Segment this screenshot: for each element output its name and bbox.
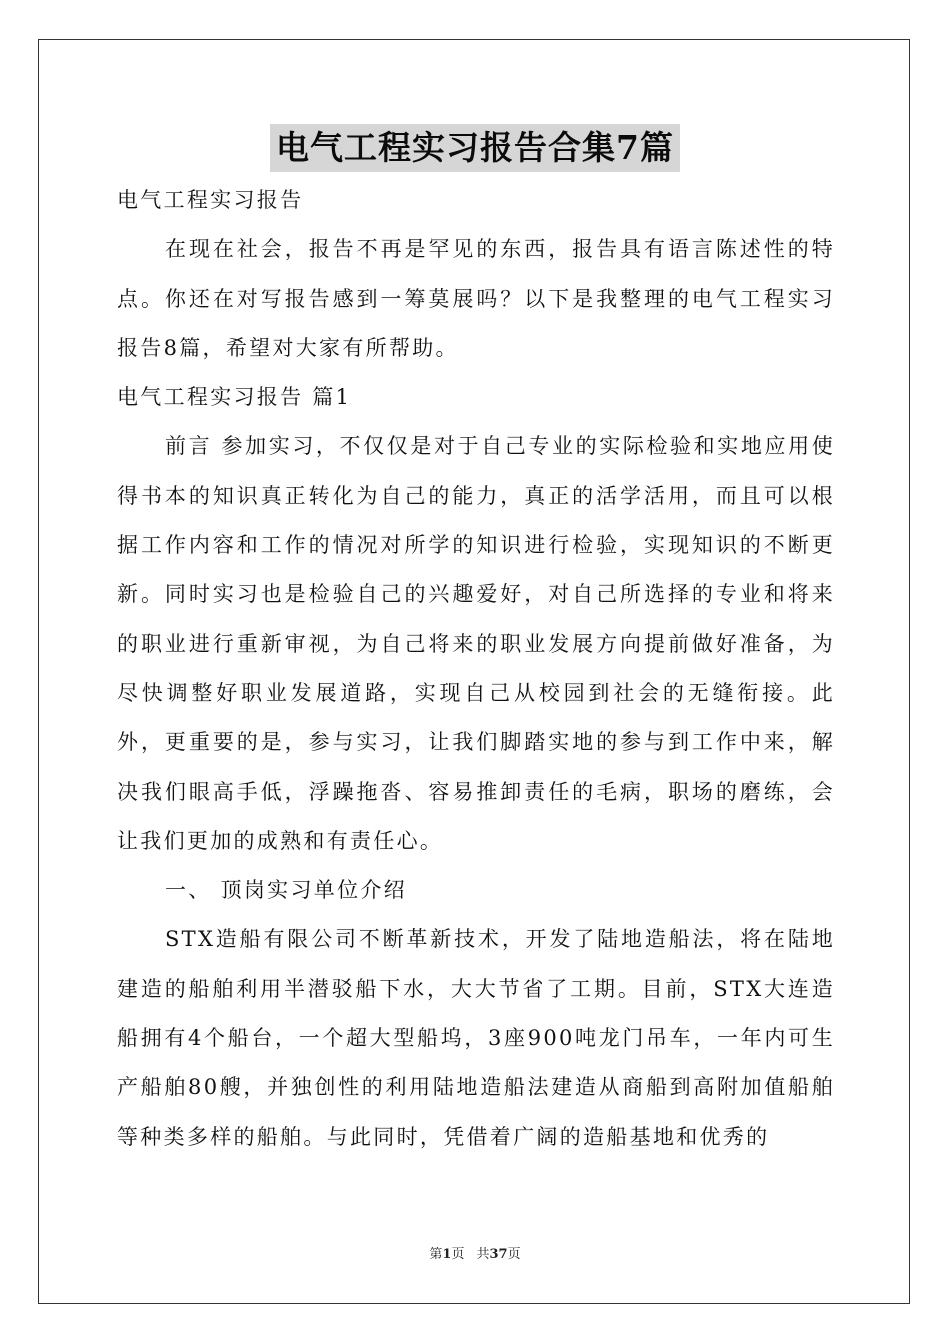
section-heading: 电气工程实习报告 篇1 [117, 385, 352, 410]
total-unit: 页 [507, 1247, 521, 1262]
document-body [117, 176, 835, 1162]
document-title: 电气工程实习报告合集7篇 [270, 124, 680, 172]
document-subtitle: 电气工程实习报告 [117, 188, 304, 212]
page-footer [0, 1246, 950, 1264]
company-paragraph: STX造船有限公司不断革新技术，开发了陆地造船法，将在陆地建造的船舶利用半潜驳船下水，大大节省了工期。目前，STX大连造船拥有4个船台，一个超大型船坞，3座900吨龙门吊车，一年内可生产船舶80艘，并独创性的利用陆地造船法建造从商船到高附加值船舶等种类多样的船舶。与此同时，凭借着广阔的造船基地和优秀的 [117, 927, 835, 1149]
page-number: 1 [442, 1247, 452, 1262]
page-prefix: 第 [429, 1247, 443, 1262]
intro-paragraph: 在现在社会，报告不再是罕见的东西，报告具有语言陈述性的特点。你还在对写报告感到一筹莫展吗？以下是我整理的电气工程实习报告8篇，希望对大家有所帮助。 [117, 237, 835, 360]
subheading-company-intro: 一、 顶岗实习单位介绍 [165, 878, 407, 903]
title-container [0, 124, 950, 172]
total-pages: 37 [489, 1247, 508, 1262]
page-unit: 页 [451, 1247, 465, 1262]
preface-paragraph: 前言 参加实习，不仅仅是对于自己专业的实际检验和实地应用使得书本的知识真正转化为自己的能力，真正的活学活用，而且可以根据工作内容和工作的情况对所学的知识进行检验，实现知识的不断更新。同时实习也是检验自己的兴趣爱好，对自己所选择的专业和将来的职业进行重新审视，为自己将来的职业发展方向提前做好准备，为尽快调整好职业发展道路，实现自己从校园到社会的无缝衔接。此外，更重要的是，参与实习，让我们脚踏实地的参与到工作中来，解决我们眼高手低，浮躁拖沓、容易推卸责任的毛病，职场的磨练，会让我们更加的成熟和有责任心。 [117, 434, 835, 853]
total-prefix: 共 [476, 1247, 490, 1262]
